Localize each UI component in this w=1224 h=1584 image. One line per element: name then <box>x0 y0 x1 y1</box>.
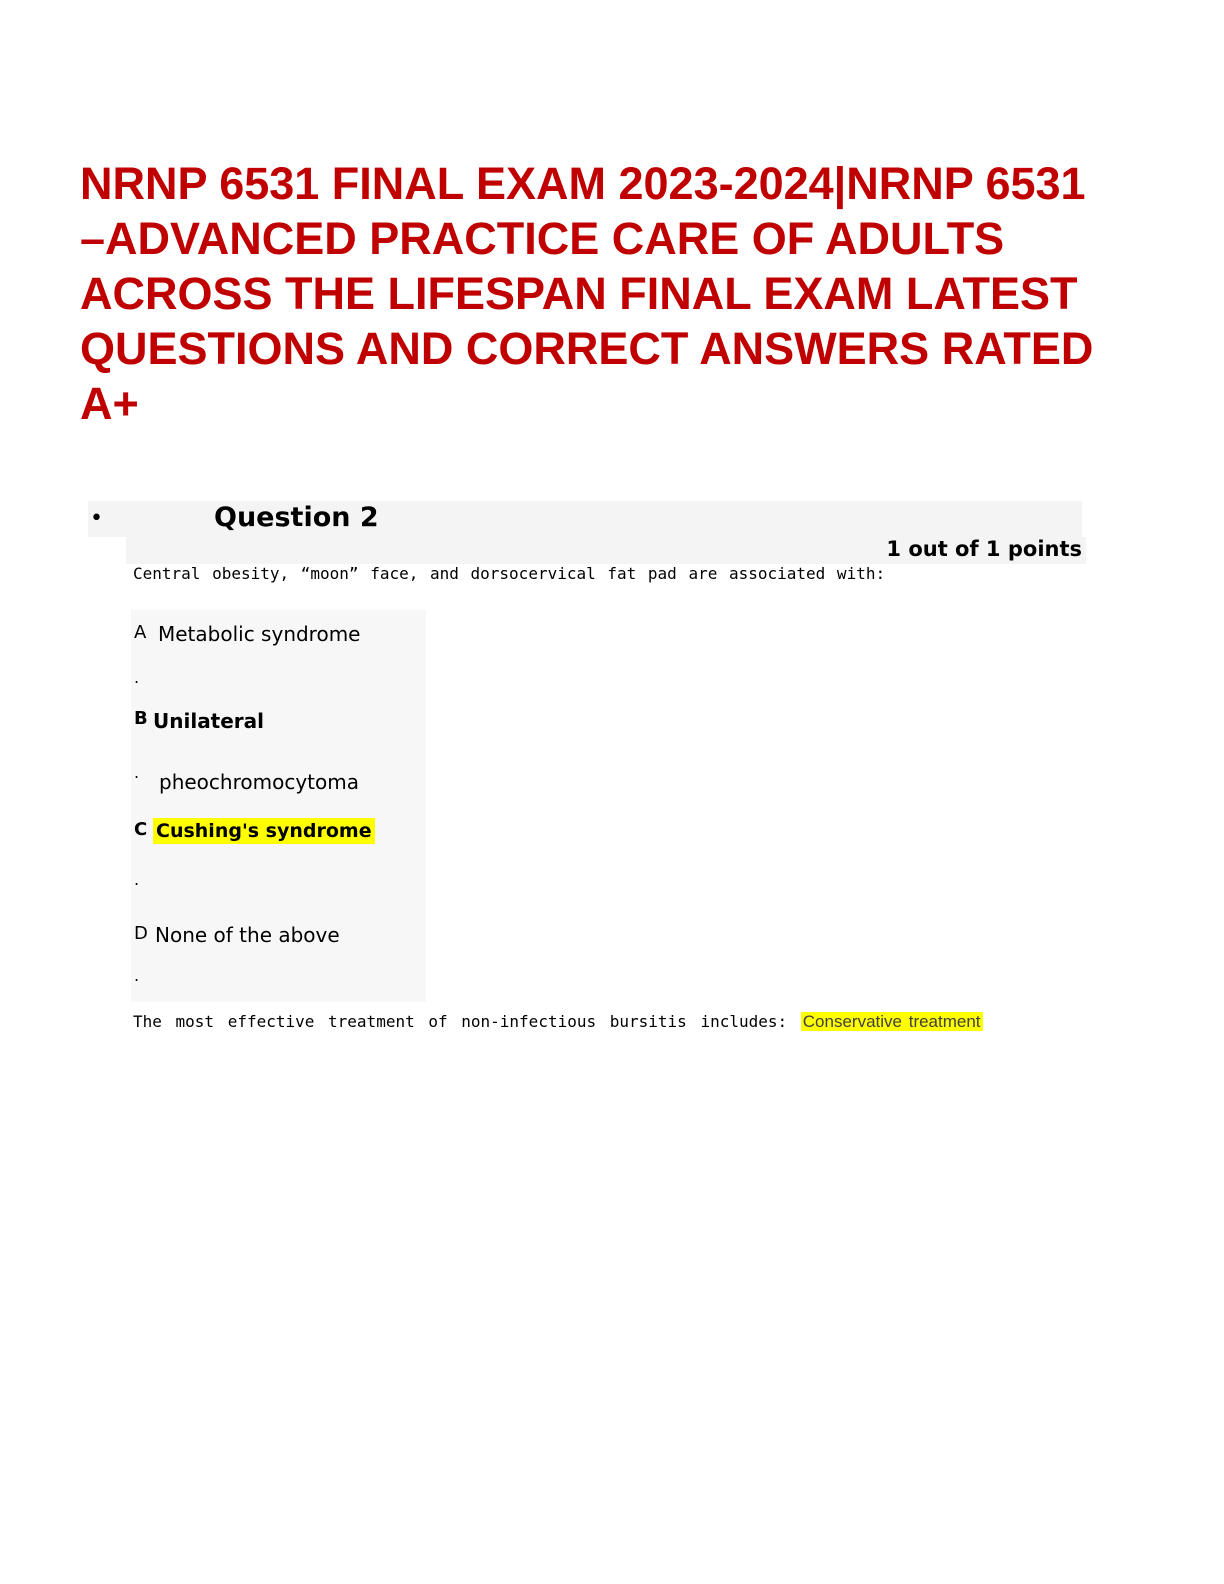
option-c-letter: C <box>134 819 148 840</box>
question-2-answer-correct: Conservative treatment <box>802 1012 981 1031</box>
option-d-letter: D <box>134 923 148 944</box>
option-b-text: Unilateral <box>153 709 265 733</box>
option-d-dot: . <box>134 966 140 985</box>
option-c-dot: . <box>134 870 140 889</box>
question-2-text: The most effective treatment of non-infectious bursitis includes: <box>133 1012 788 1031</box>
question-bullet: • <box>90 506 103 531</box>
option-b-letter: B <box>134 708 148 729</box>
option-d-text: None of the above <box>155 923 340 947</box>
question-2-row <box>133 1010 983 1034</box>
option-b-dot: . <box>134 763 140 782</box>
question-text: Central obesity, “moon” face, and dorsocervical fat pad are associated with: <box>133 564 886 583</box>
option-b-text-continued: pheochromocytoma <box>159 770 359 794</box>
option-a-letter: A <box>134 622 147 643</box>
question-points: 1 out of 1 points <box>886 537 1082 561</box>
option-a-text: Metabolic syndrome <box>158 622 361 646</box>
question-title: Question 2 <box>214 502 379 533</box>
option-c-text-correct: Cushing's syndrome <box>153 818 375 844</box>
option-a-dot: . <box>134 668 140 687</box>
document-title: NRNP 6531 FINAL EXAM 2023-2024|NRNP 6531 –ADVANCED PRACTICE CARE OF ADULTS ACROSS THE LIFESPAN FINAL EXAM LATEST QUESTIONS AND CORRECT ANSWERS RATED A+ <box>80 158 1094 429</box>
